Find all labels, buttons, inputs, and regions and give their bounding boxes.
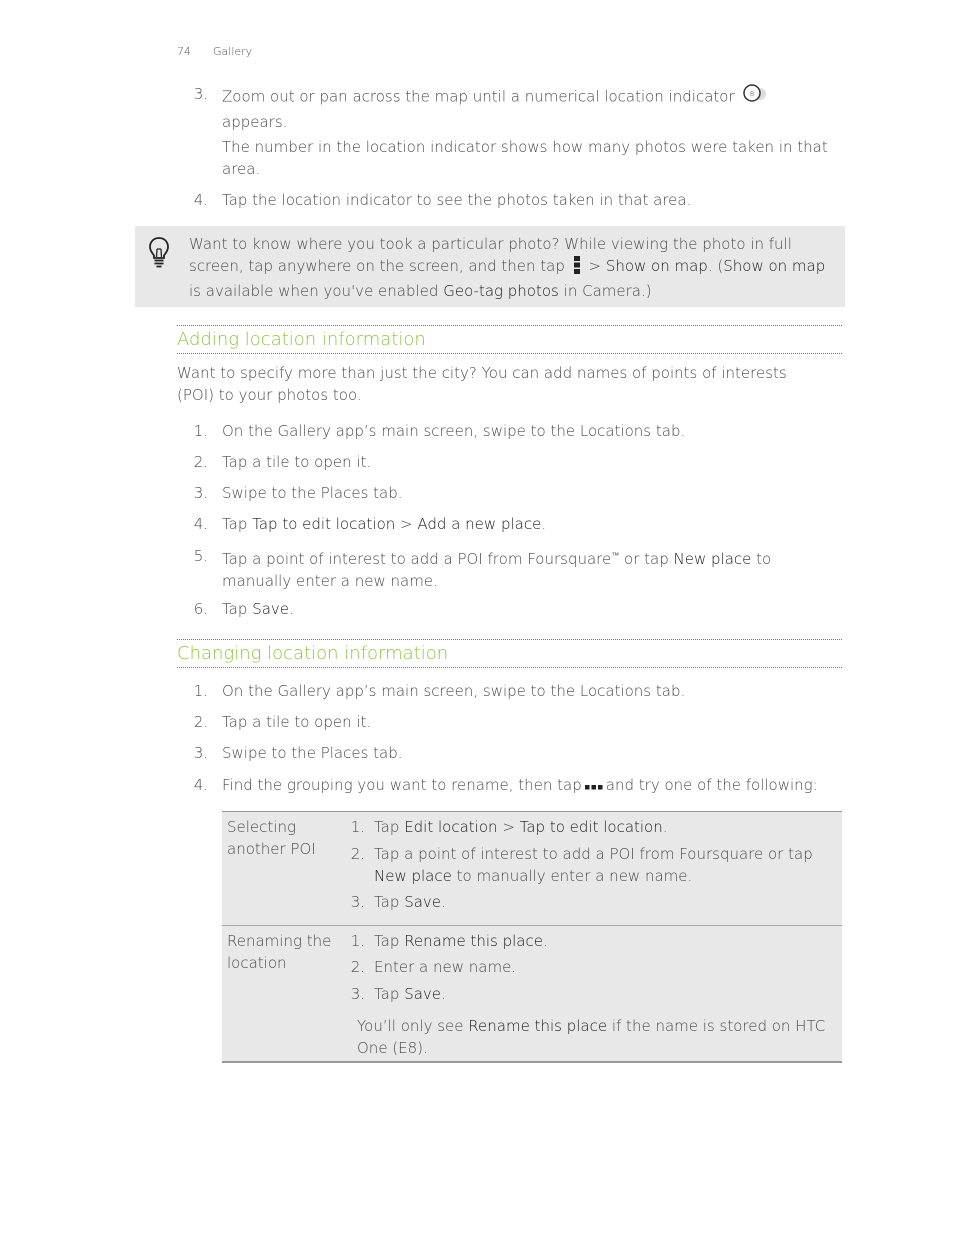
page-section: Gallery [213,45,253,58]
table-item-text [374,843,839,887]
svg-text:8: 8 [750,90,755,98]
step-text [222,545,832,592]
table-text-part: . [441,985,446,1003]
table-text-part: Tap [374,985,400,1003]
tip-separator: > [588,257,602,275]
tip-box [135,226,845,307]
ui-term: Save [404,893,442,911]
step-text: Tap a tile to open it. [222,713,372,731]
tip-line: screen, tap anywhere on the screen, and then tap [189,257,565,275]
table-item-text [374,930,839,952]
tip-geo-tag: Geo-tag photos [443,282,559,300]
table-text-part: to manually enter a new name. [456,867,693,885]
ui-term: Save [404,985,442,1003]
table-item-number: 1. [350,818,365,836]
trademark: ™ [611,551,620,560]
step-text: Tap a tile to open it. [222,453,372,471]
step-number: 4. [193,776,208,794]
step-text: On the Gallery app’s main screen, swipe to the Locations tab. [222,422,686,440]
tip-show-on-map: Show on map [723,257,826,275]
section-heading-changing: Changing location information [177,639,842,668]
table-item-number: 1. [350,932,365,950]
ui-term: Tap to edit location [519,818,663,836]
table-note [357,1015,827,1059]
table-row [222,812,842,925]
ui-term: New place [374,867,452,885]
section-heading-adding: Adding location information [177,325,842,354]
page-number: 74 [177,45,191,58]
table-item-number: 3. [350,985,365,1003]
step-text: Swipe to the Places tab. [222,484,403,502]
ui-term: Tap to edit location [252,515,396,533]
step-note: The number in the location indicator shows how many photos were taken in that area. [222,138,828,178]
table-text-part: Tap [374,818,400,836]
step-number: 4. [193,191,208,209]
table-bottom-rule [222,1061,842,1063]
step-text-part: Tap [222,515,248,533]
table-item-text [374,983,839,1005]
table-item-text [374,891,839,913]
step-text-part: . [541,515,547,533]
tip-line: Want to know where you took a particular photo? While viewing the photo in full [189,235,792,253]
ui-term: Add a new place [417,515,542,533]
table-text-part: Tap a point of interest to add a POI from Foursquare or tap [374,845,813,863]
step-text: Tap the location indicator to see the photos taken in that area. [222,191,692,209]
step-number: 4. [193,515,208,533]
step-number: 2. [193,713,208,731]
table-text-part: . [662,818,668,836]
step-text: On the Gallery app’s main screen, swipe to the Locations tab. [222,682,686,700]
location-indicator-icon [739,83,769,111]
tip-text [189,233,839,302]
step-text [222,513,847,535]
step-text-part: Tap [222,600,248,618]
step-text-part: Tap a point of interest to add a POI from Foursquare [222,550,612,568]
table-separator: > [502,818,515,836]
table-item-number: 2. [350,845,365,863]
ui-term: Rename this place [468,1017,608,1035]
table-row [222,926,842,1061]
step-text [222,774,847,797]
step-text-part: . [289,600,294,618]
tip-line: . ( [707,257,724,275]
tip-line: in Camera.) [563,282,652,300]
step-text-part: appears. [222,113,288,131]
table-item-number: 3. [350,893,365,911]
step-number: 6. [193,600,208,618]
table-text-part: Tap [374,932,400,950]
step-number: 3. [193,744,208,762]
step-number: 1. [193,422,208,440]
table-row-label: Selecting another POI [227,818,316,858]
ui-term: Edit location [404,818,498,836]
tip-show-on-map: Show on map [605,257,708,275]
table-text-part: Tap [374,893,400,911]
step-separator: > [400,515,413,533]
step-text-part: Find the grouping you want to rename, then tap [222,776,582,794]
step-text-part: to manually enter a new name. [222,550,772,590]
ui-term: Rename this place [404,932,543,950]
table-text-part: You’ll only see [357,1017,464,1035]
table-text-part: . [542,932,548,950]
tip-line: is available when you've enabled [189,282,439,300]
menu-icon [574,256,580,280]
step-text [222,598,847,620]
table-row-label: Renaming the location [227,932,332,972]
table-item-text: Enter a new name. [374,958,517,976]
table-text-part: . [441,893,446,911]
ui-term: New place [673,550,752,568]
adding-intro: Want to specify more than just the city? You can add names of points of interests (POI) to your photos too. [177,364,787,404]
step-number: 5. [193,547,208,565]
table-item-text [374,816,839,838]
step-text [222,83,847,133]
step-text-part: and try one of the following: [605,776,818,794]
step-text-part: or tap [619,550,669,568]
step-text-part: Zoom out or pan across the map until a numerical location indicator [222,87,735,106]
lightbulb-icon [148,236,170,272]
table-item-number: 2. [350,958,365,976]
step-text: Swipe to the Places tab. [222,744,403,762]
step-number: 2. [193,453,208,471]
ui-term: Save [252,600,290,618]
table-text-part: if the name is stored on HTC One (E8). [357,1017,826,1057]
step-number: 3. [193,85,208,103]
more-options-icon [585,775,603,797]
step-number: 1. [193,682,208,700]
step-number: 3. [193,484,208,502]
